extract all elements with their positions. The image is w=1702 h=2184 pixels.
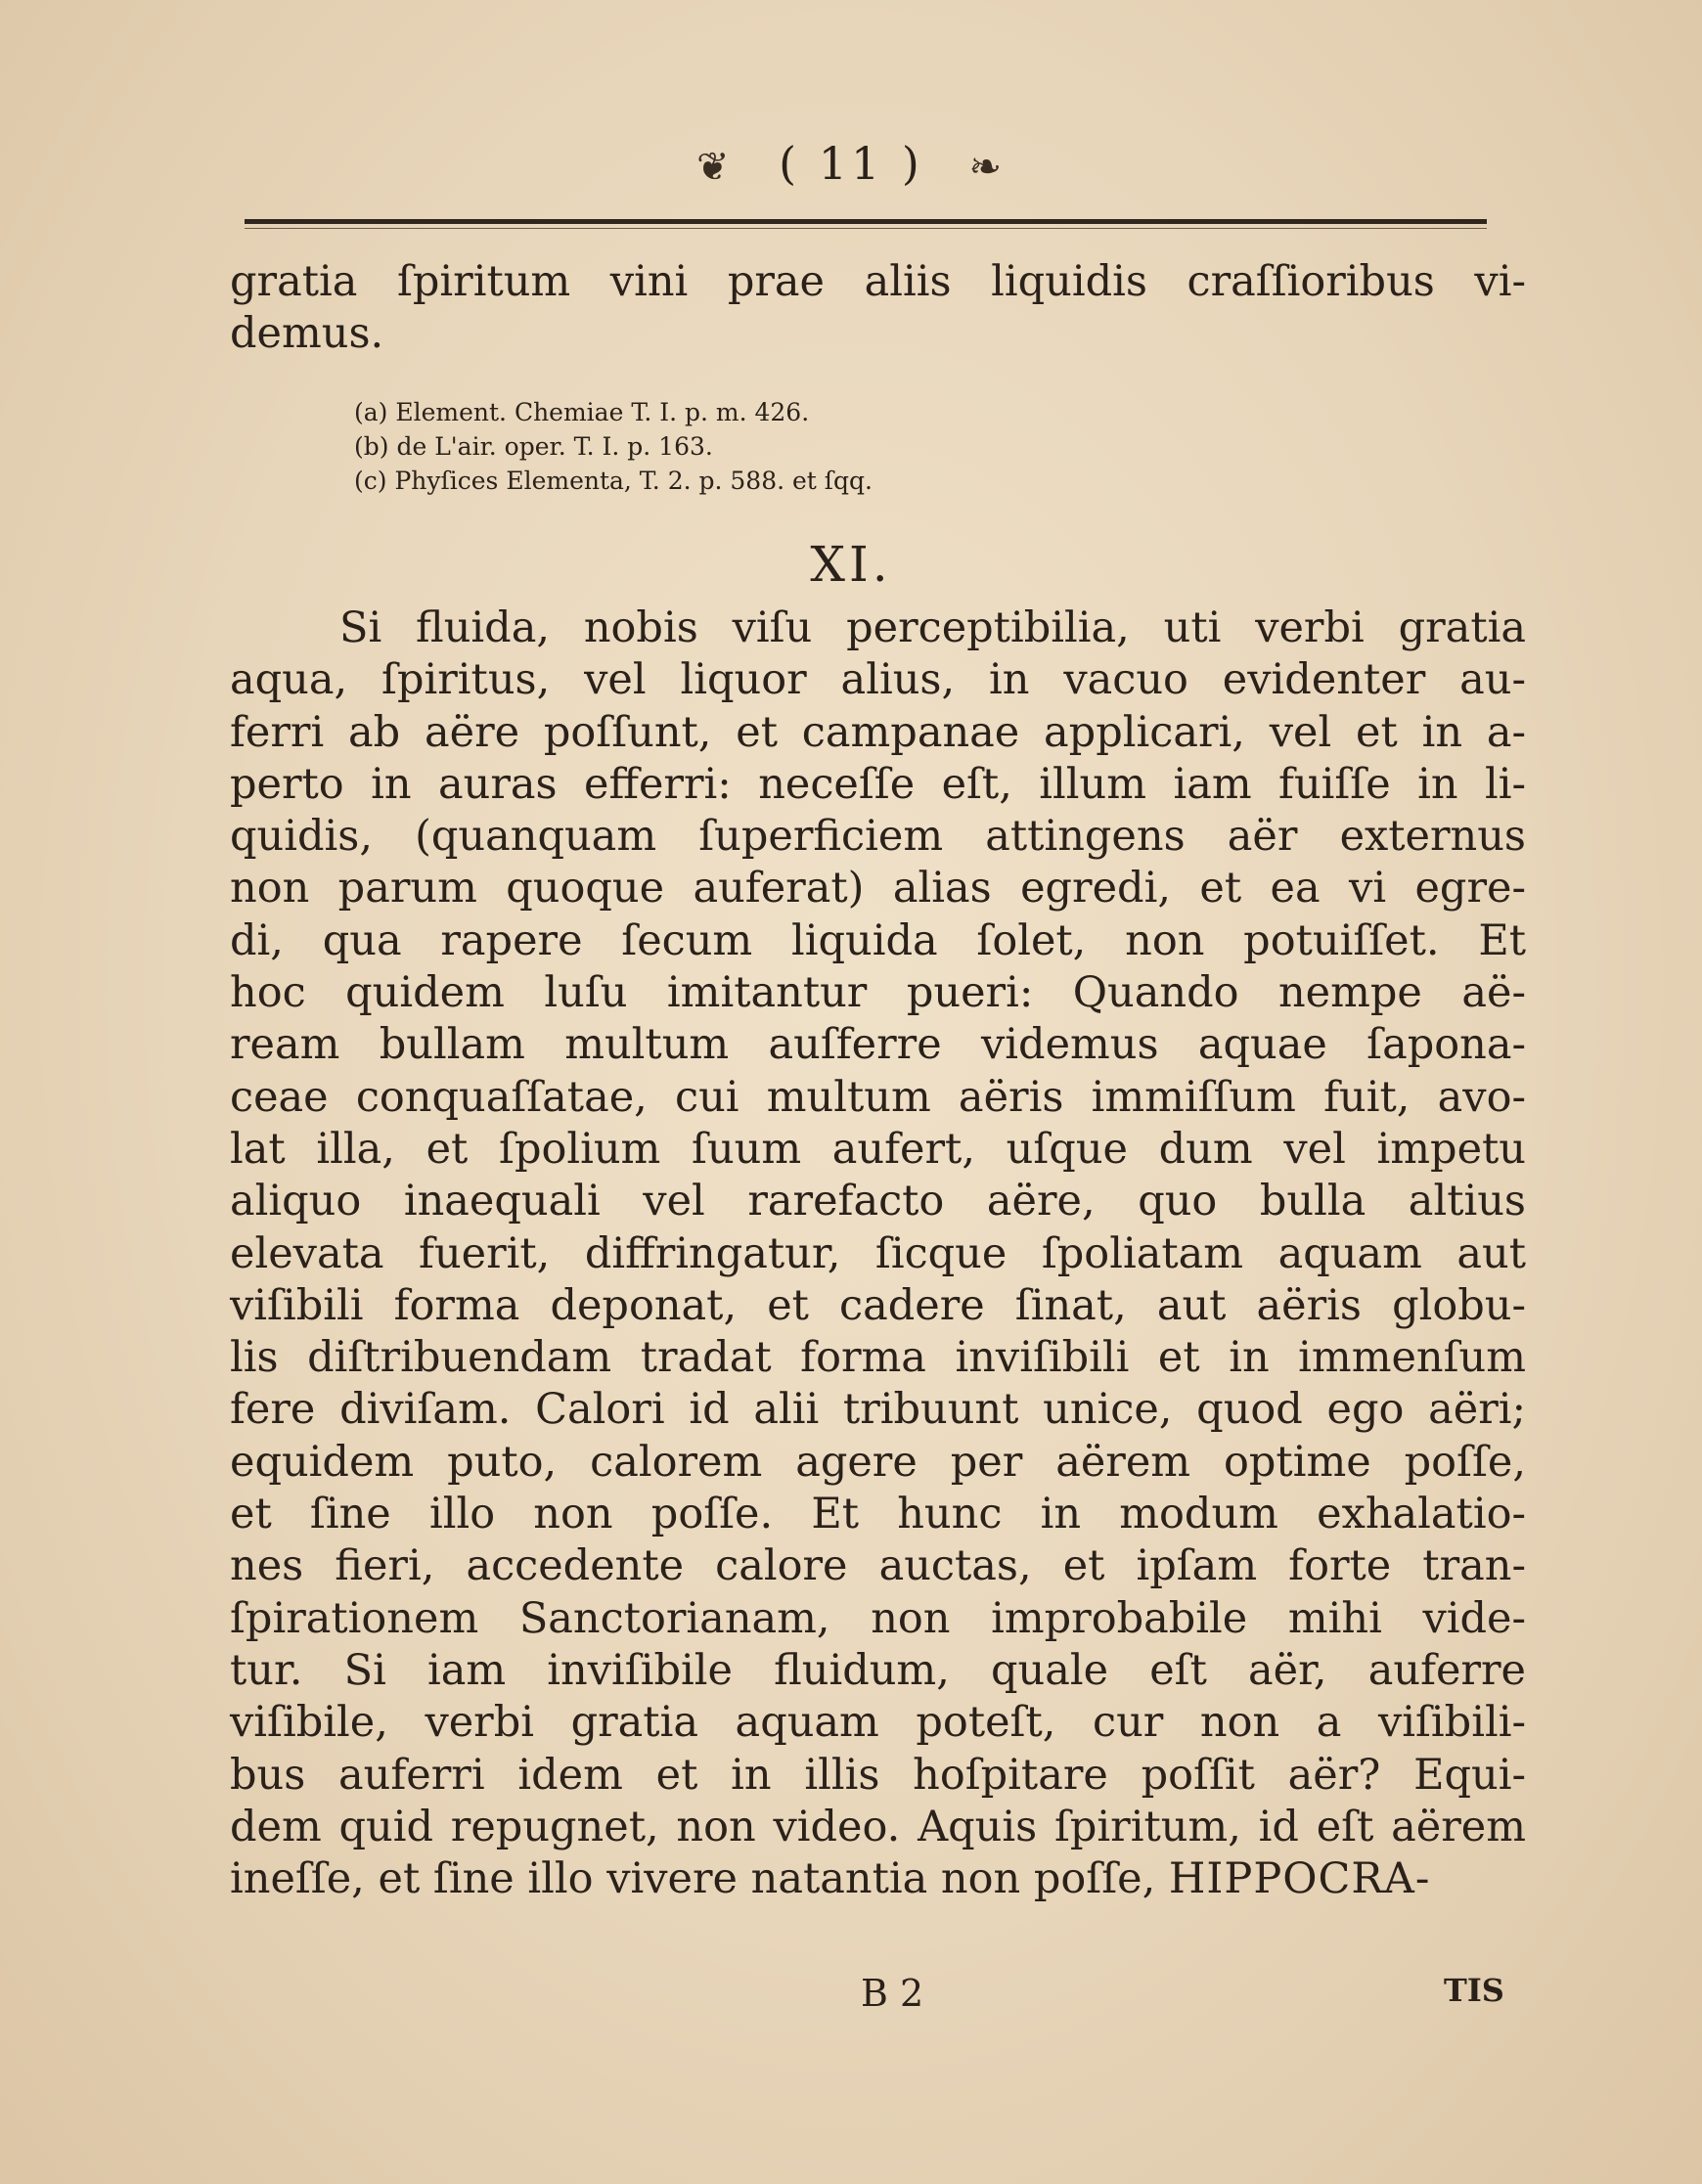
section-body [230,602,1526,1905]
footnotes [354,395,873,498]
text-line: ferri ab aëre poſſunt, et campanae applicari, vel et in a- [230,707,1526,757]
text-line: ſpirationem Sanctorianam, non improbabile mihi vide- [230,1593,1526,1643]
text-line: nes fieri, accedente calore auctas, et ipſam forte tran- [230,1541,1526,1591]
header-rule [245,219,1487,224]
text-line: viſibili forma deponat, et cadere ſinat, aut aëris globu- [230,1280,1526,1330]
running-header [0,137,1702,190]
text-line: bus auferri idem et in illis hoſpitare poſſit aër? Equi- [230,1750,1526,1800]
continued-paragraph [230,256,1526,361]
text-line: elevata fuerit, diffringatur, ſicque ſpoliatam aquam aut [230,1228,1526,1278]
text-line: lis diſtribuendam tradat forma inviſibili et in immenſum [230,1333,1526,1383]
catchword: TIS [1444,1972,1504,2009]
text-line: demus. [230,309,384,359]
text-line: ceae conquaſſatae, cui multum aëris immiſſum fuit, avo- [230,1072,1526,1122]
text-line: viſibile, verbi gratia aquam poteſt, cur non a viſibili- [230,1698,1526,1748]
footnote-a: (a) Element. Chemiae T. I. p. m. 426. [354,398,810,426]
text-line: aqua, ſpiritus, vel liquor alius, in vacuo evidenter au- [230,655,1526,705]
text-line-final-main: ineſſe, et ſine illo vivere natantia non poſſe, [230,1854,1156,1904]
text-line-final-smallcaps: HIPPOCRA- [1168,1854,1431,1904]
right-ornament-icon: ❧ [968,145,1006,190]
footnote-c: (c) Phyſices Elementa, T. 2. p. 588. et ſqq. [354,467,873,495]
page-number: ( 11 ) [779,137,923,190]
text-line: fere diviſam. Calori id alii tribuunt unice, quod ego aëri; [230,1385,1526,1435]
text-line: perto in auras efferri: neceſſe eſt, illum iam fuiſſe in li- [230,759,1526,809]
text-line: equidem puto, calorem agere per aërem optime poſſe, [230,1437,1526,1487]
text-line: dem quid repugnet, non video. Aquis ſpiritum, id eſt aërem [230,1802,1526,1851]
signature-mark: B 2 [861,1972,924,2015]
left-ornament-icon: ❦ [696,145,734,190]
text-line: et ſine illo non poſſe. Et hunc in modum exhalatio- [230,1490,1526,1539]
text-line-final [230,1853,1526,1905]
text-line: Si fluida, nobis viſu perceptibilia, uti verbi gratia [339,603,1526,652]
section-heading: XI. [810,536,892,593]
text-line: di, qua rapere ſecum liquida ſolet, non potuiſſet. Et [230,915,1526,965]
footnote-b: (b) de L'air. oper. T. I. p. 163. [354,432,713,461]
text-line: ream bullam multum auſferre videmus aquae ſapona- [230,1020,1526,1070]
text-line: tur. Si iam inviſibile fluidum, quale eſt aër, auferre [230,1645,1526,1695]
text-line: gratia ſpiritum vini prae aliis liquidis craſſioribus vi- [230,257,1526,306]
text-line: hoc quidem luſu imitantur pueri: Quando nempe aë- [230,968,1526,1018]
text-line: aliquo inaequali vel rarefacto aëre, quo bulla altius [230,1177,1526,1226]
text-line: quidis, (quanquam ſuperficiem attingens aër externus [230,812,1526,862]
text-line: non parum quoque auferat) alias egredi, et ea vi egre- [230,864,1526,914]
text-line: lat illa, et ſpolium ſuum aufert, uſque dum vel impetu [230,1124,1526,1174]
header-rule-thin [245,228,1487,229]
